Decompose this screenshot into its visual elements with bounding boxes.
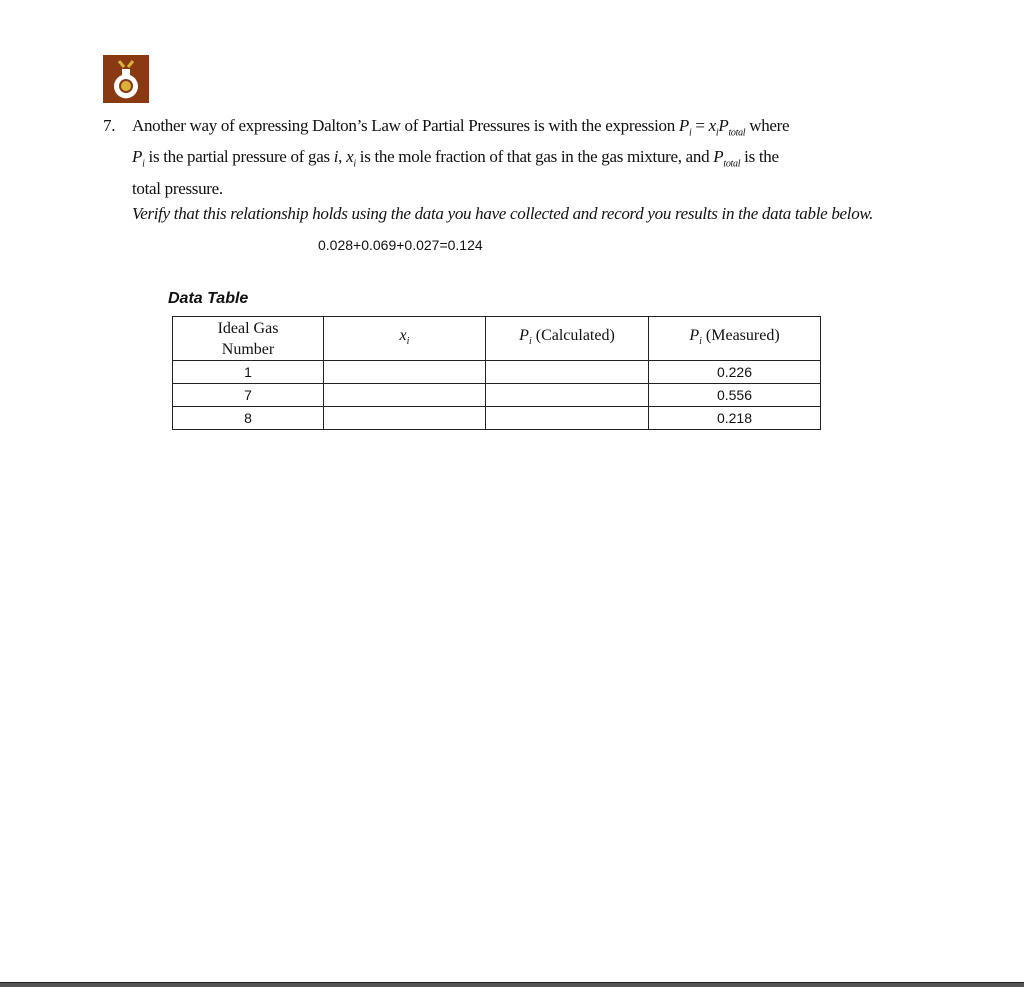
cell-measured: 0.218: [649, 407, 821, 430]
sub-i: i: [688, 127, 692, 139]
question-text: Another way of expressing Dalton’s Law of Partial Pressures is with the expression: [132, 116, 679, 135]
cell-calculated[interactable]: [486, 407, 649, 430]
cell-x[interactable]: [324, 407, 486, 430]
cell-calculated[interactable]: [486, 361, 649, 384]
sub-i: i: [715, 127, 719, 139]
flask-logo-icon: [103, 55, 149, 103]
var-p: P: [678, 116, 689, 135]
question-text: where: [745, 116, 790, 135]
sub-i: i: [353, 158, 356, 170]
header-measured: $P_i$ (Measured): [649, 317, 821, 361]
instruction: Verify that this relationship holds using the data you have collected and record you results in the data table below.: [132, 204, 874, 223]
question-text: total pressure.: [132, 178, 223, 198]
data-table: [172, 316, 821, 430]
header-gas: Ideal Gas Number: [173, 317, 324, 361]
cell-measured: 0.556: [649, 384, 821, 407]
cell-gas: 1: [173, 361, 324, 384]
var-p: P: [718, 116, 729, 135]
table-header-row: [173, 317, 821, 361]
var-x: x: [708, 116, 716, 135]
cell-measured: 0.226: [649, 361, 821, 384]
var-p: P: [713, 147, 724, 167]
table-row: [173, 361, 821, 384]
handwritten-calculation: 0.028+0.069+0.027=0.124: [318, 237, 483, 253]
cell-x[interactable]: [324, 361, 486, 384]
cell-gas: 7: [173, 384, 324, 407]
table-title: Data Table: [168, 290, 249, 307]
question-text: is the: [744, 147, 779, 167]
var-p: P: [132, 147, 143, 167]
question-text: is the mole fraction of that gas in the gas mixture, and: [359, 147, 710, 167]
table-row: [173, 407, 821, 430]
cell-x[interactable]: [324, 384, 486, 407]
var-x: x: [346, 147, 354, 167]
cell-calculated[interactable]: [486, 384, 649, 407]
question-text: is the partial pressure of gas: [148, 147, 330, 167]
question-number: 7.: [103, 116, 116, 135]
var-i: i: [333, 147, 339, 167]
sub-total: total: [723, 158, 741, 170]
header-x: $x_i$: [324, 317, 486, 361]
bottom-bar: [0, 982, 1024, 987]
cell-gas: 8: [173, 407, 324, 430]
table-row: [173, 384, 821, 407]
equals: =: [691, 116, 709, 135]
logo: [103, 55, 149, 103]
sub-total: total: [728, 127, 746, 139]
header-calculated: $P_i$ (Calculated): [486, 317, 649, 361]
sub-i: i: [142, 158, 145, 170]
